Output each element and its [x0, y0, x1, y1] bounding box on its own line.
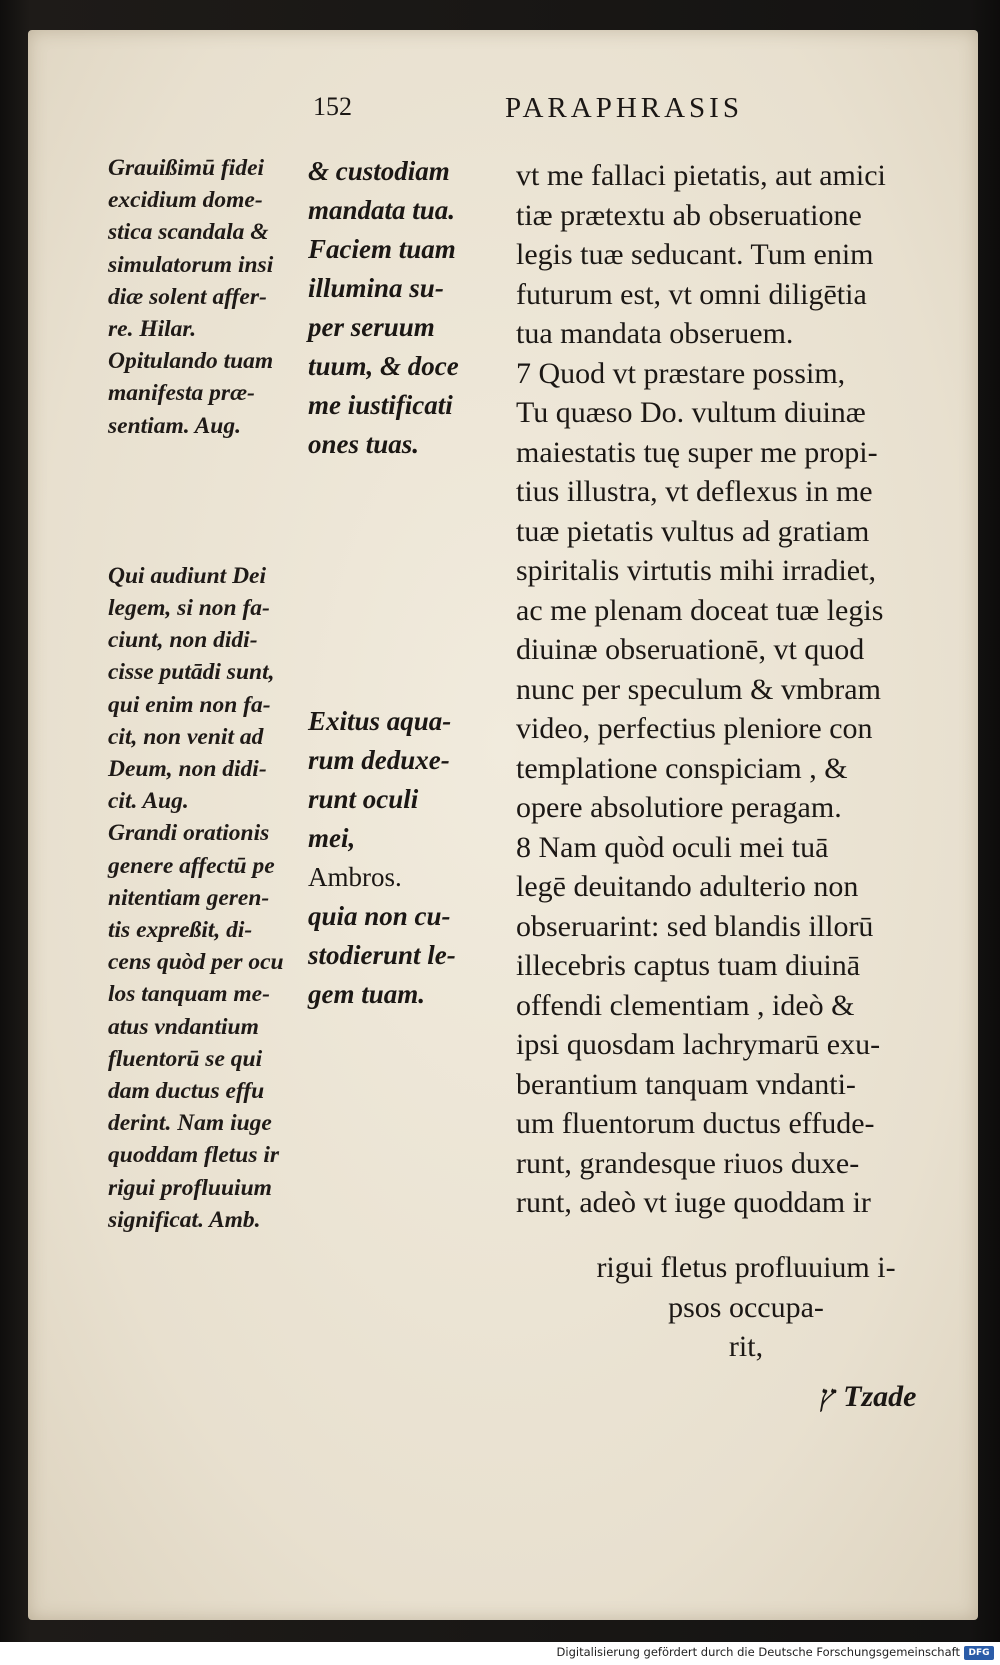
footer-bar — [0, 1642, 1000, 1665]
footer-credit: Digitalisierung gefördert durch die Deutsche Forschungsgemeinschaft — [556, 1645, 960, 1659]
running-title: PARAPHRASIS — [505, 92, 743, 124]
paraphrase-ending: rigui fletus profluuium i- psos occupa- rit, — [596, 1251, 896, 1363]
page-number: 152 — [313, 92, 352, 121]
dfg-logo: DFG — [964, 1646, 994, 1660]
margin-note-hilary: Grauißimū fidei excidium dome- stica scandala & simulatorum insi diæ solent affer- re. Hilar. — [108, 155, 274, 343]
catchword: ץ Tzade — [820, 1380, 917, 1413]
verse-exitus: Exitus aqua- rum deduxe- runt oculi mei, — [308, 706, 452, 853]
verse-attribution: Ambros. — [308, 862, 402, 892]
page-header — [0, 92, 1000, 132]
margin-spacer — [108, 442, 313, 560]
margin-notes-column — [108, 152, 313, 1236]
verse-spacer — [308, 464, 508, 702]
margin-note-augustine-2: Qui audiunt Dei legem, si non fa- ciunt, non didi- cisse putādi sunt, qui enim non fa- cit, non venit ad Deum, non didi- cit. Aug. — [108, 562, 275, 815]
psalm-verses-column — [308, 152, 508, 1014]
margin-note-ambrose: Grandi orationis genere affectū pe nitentiam geren- tis expreßit, di- cens quòd per ocu los tanquam me- atus vndantium fluentorū se qui dam ductus effu derint. Nam iuge quoddam fletus ir rigui profluuium significat. Amb. — [108, 820, 284, 1233]
verse-quia: quia non cu- stodierunt le- gem tuam. — [308, 901, 456, 1009]
margin-note-augustine-1: Opitulando tuam manifesta præ- sentiam. Aug. — [108, 348, 274, 439]
verse-faciem: Faciem tuam illumina su- per seruum tuum, & doce me iustificati ones tuas. — [308, 234, 459, 459]
paraphrase-text: vt me fallaci pietatis, aut amici tiæ prætextu ab obseruatione legis tuæ seducant. Tum enim futurum est, vt omni diligētia tua mandata obseruem. 7 Quod vt præstare possim, Tu quæso Do. vultum diuinæ maiestatis tuę super me propi- tius illustra, vt deflexus in me tuæ pietatis vultus ad gratiam spiritalis virtutis mihi irradiet, ac me plenam doceat tuæ legis diuinæ obseruationē, vt quod nunc per speculum & vmbram video, perfectius pleniore con templatione conspiciam , & opere absolutiore peragam. 8 Nam quòd oculi mei tuā legē deuitando adulterio non obseruarint: sed blandis illorū illecebris captus tuam diuinā offendi clementiam , ideò & ipsi quosdam lachrymarū exu- berantium tanquam vndanti- um fluentorum ductus effude- runt, grandesque riuos duxe- runt, adeò vt iuge quoddam ir — [516, 159, 886, 1219]
verse-custodiam: & custodiam mandata tua. — [308, 156, 456, 225]
